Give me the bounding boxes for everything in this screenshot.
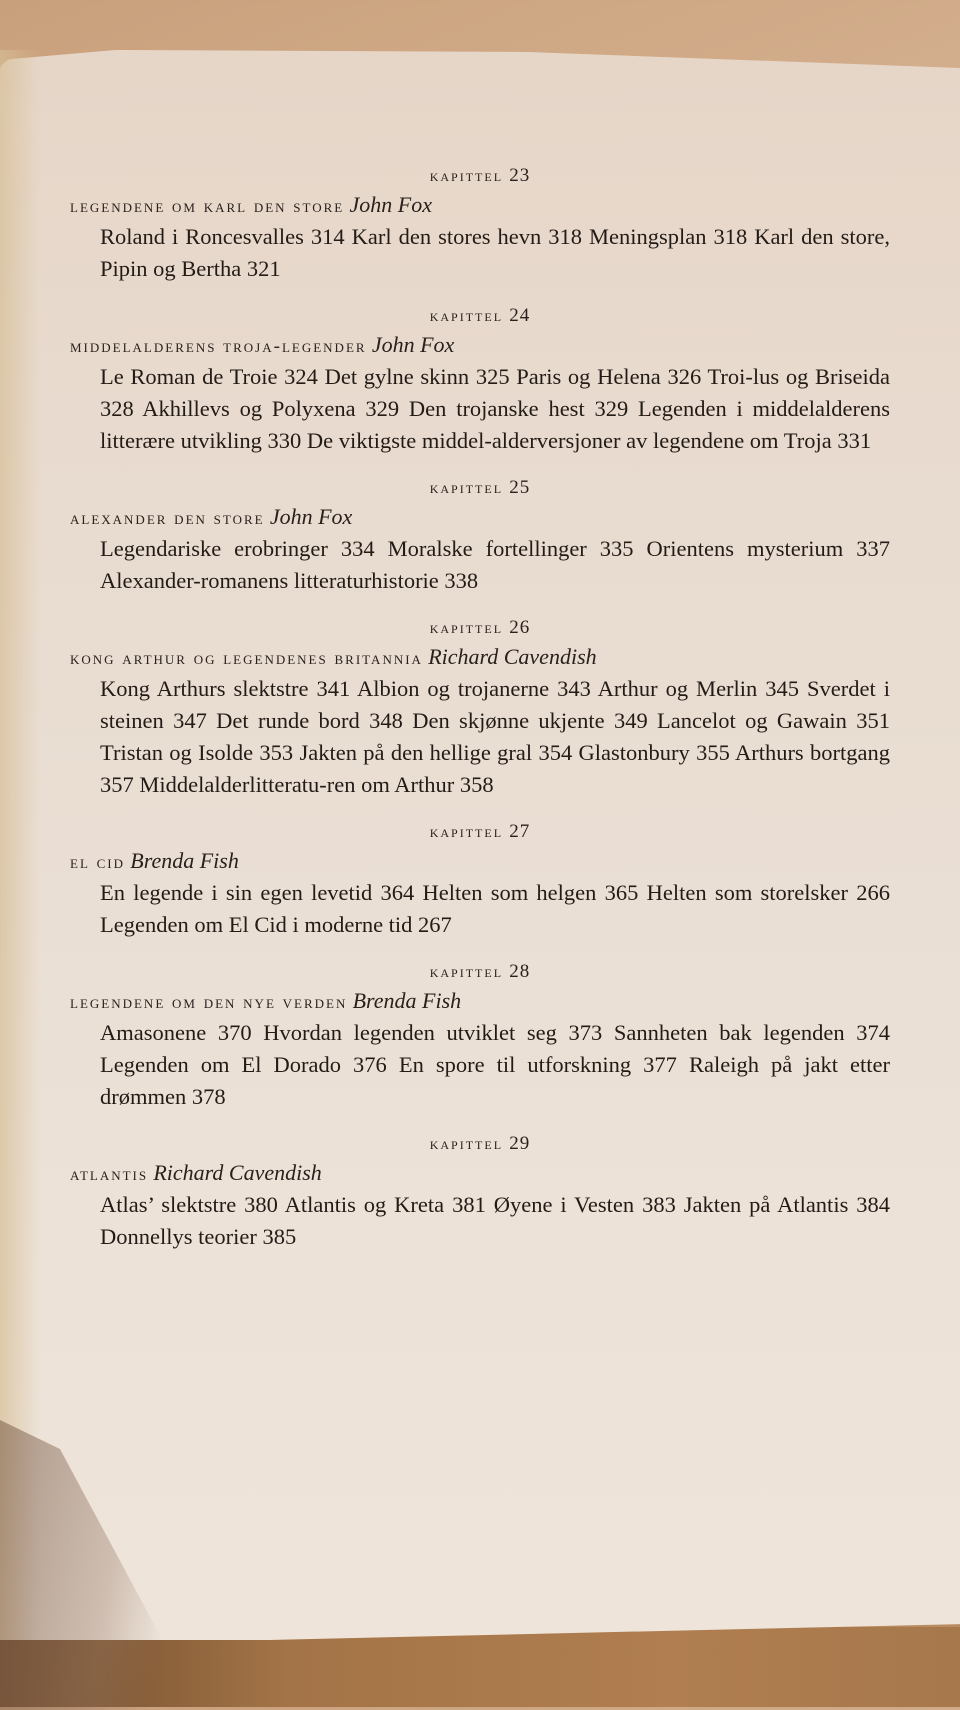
chapter-26: [70, 617, 890, 801]
chapter-author: John Fox: [269, 504, 353, 529]
chapter-sections: Le Roman de Troie 324 Det gylne skinn 325 Paris og Helena 326 Troi-lus og Briseida 328 Akhillevs og Polyxena 329 Den trojanske hest 329 Legenden i middelalderens litterære utvikling 330 De viktigste middel-alderversjoner av legendene om Troja 331: [100, 364, 890, 453]
chapter-title-line: [70, 331, 890, 361]
chapter-number: 29: [509, 1133, 531, 1154]
chapter-28: [70, 961, 890, 1113]
chapter-25: [70, 477, 890, 597]
chapter-number: 28: [509, 961, 531, 982]
chapter-title-line: [70, 1159, 890, 1189]
chapter-title-line: [70, 847, 890, 877]
chapter-title: alexander den store: [70, 508, 265, 529]
chapter-author: John Fox: [349, 192, 432, 217]
chapter-number: 27: [509, 821, 531, 842]
chapter-label: [70, 821, 890, 843]
chapter-number: 25: [509, 477, 531, 498]
chapter-label: [70, 165, 890, 187]
table-of-contents: [70, 165, 890, 1273]
chapter-title-line: [70, 191, 890, 221]
chapter-label: [70, 477, 890, 499]
chapter-author: Richard Cavendish: [428, 644, 597, 669]
chapter-author: Brenda Fish: [130, 848, 239, 873]
chapter-sections: Legendariske erobringer 334 Moralske fortellinger 335 Orientens mysterium 337 Alexander-romanens litteraturhistorie 338: [100, 536, 890, 593]
chapter-label-text: kapittel: [429, 166, 504, 185]
page-edge-shade: [0, 50, 40, 1640]
chapter-title: legendene om den nye verden: [70, 992, 348, 1013]
chapter-author: Brenda Fish: [352, 988, 462, 1013]
chapter-sections: En legende i sin egen levetid 364 Helten som helgen 365 Helten som storelsker 266 Legenden om El Cid i moderne tid 267: [100, 880, 890, 937]
chapter-label-text: kapittel: [429, 822, 504, 841]
chapter-title: middelalderens troja-legender: [70, 336, 367, 357]
chapter-label: [70, 961, 890, 983]
chapter-title-line: [70, 503, 890, 533]
chapter-27: [70, 821, 890, 941]
chapter-sections: Kong Arthurs slektstre 341 Albion og trojanerne 343 Arthur og Merlin 345 Sverdet i steinen 347 Det runde bord 348 Den skjønne ukjente 349 Lancelot og Gawain 351 Tristan og Isolde 353 Jakten på den hellige gral 354 Glastonbury 355 Arthurs bortgang 357 Middelalderlitteratu-ren om Arthur 358: [100, 676, 890, 797]
chapter-sections: Amasonene 370 Hvordan legenden utviklet seg 373 Sannheten bak legenden 374 Legenden om El Dorado 376 En spore til utforskning 377 Raleigh på jakt etter drømmen 378: [100, 1020, 890, 1109]
chapter-author: John Fox: [371, 332, 455, 357]
chapter-number: 26: [509, 617, 531, 638]
chapter-label-text: kapittel: [429, 478, 504, 497]
chapter-label-text: kapittel: [429, 1134, 504, 1153]
chapter-author: Richard Cavendish: [153, 1160, 322, 1185]
chapter-label-text: kapittel: [429, 618, 504, 637]
chapter-label: [70, 1133, 890, 1155]
chapter-title: el cid: [70, 852, 126, 873]
chapter-title: atlantis: [70, 1164, 149, 1185]
chapter-title: kong arthur og legendenes britannia: [70, 648, 423, 669]
chapter-title-line: [70, 643, 890, 673]
chapter-label: [70, 305, 890, 327]
chapter-24: [70, 305, 890, 457]
chapter-number: 23: [509, 165, 531, 186]
chapter-sections: Roland i Roncesvalles 314 Karl den stores hevn 318 Meningsplan 318 Karl den store, Pipin og Bertha 321: [100, 224, 890, 281]
chapter-title-line: [70, 987, 890, 1017]
chapter-label-text: kapittel: [429, 962, 504, 981]
chapter-29: [70, 1133, 890, 1253]
chapter-label-text: kapittel: [429, 306, 504, 325]
chapter-label: [70, 617, 890, 639]
chapter-title: legendene om karl den store: [70, 196, 345, 217]
chapter-sections: Atlas’ slektstre 380 Atlantis og Kreta 381 Øyene i Vesten 383 Jakten på Atlantis 384 Donnellys teorier 385: [100, 1192, 890, 1249]
chapter-number: 24: [509, 305, 531, 326]
chapter-23: [70, 165, 890, 285]
